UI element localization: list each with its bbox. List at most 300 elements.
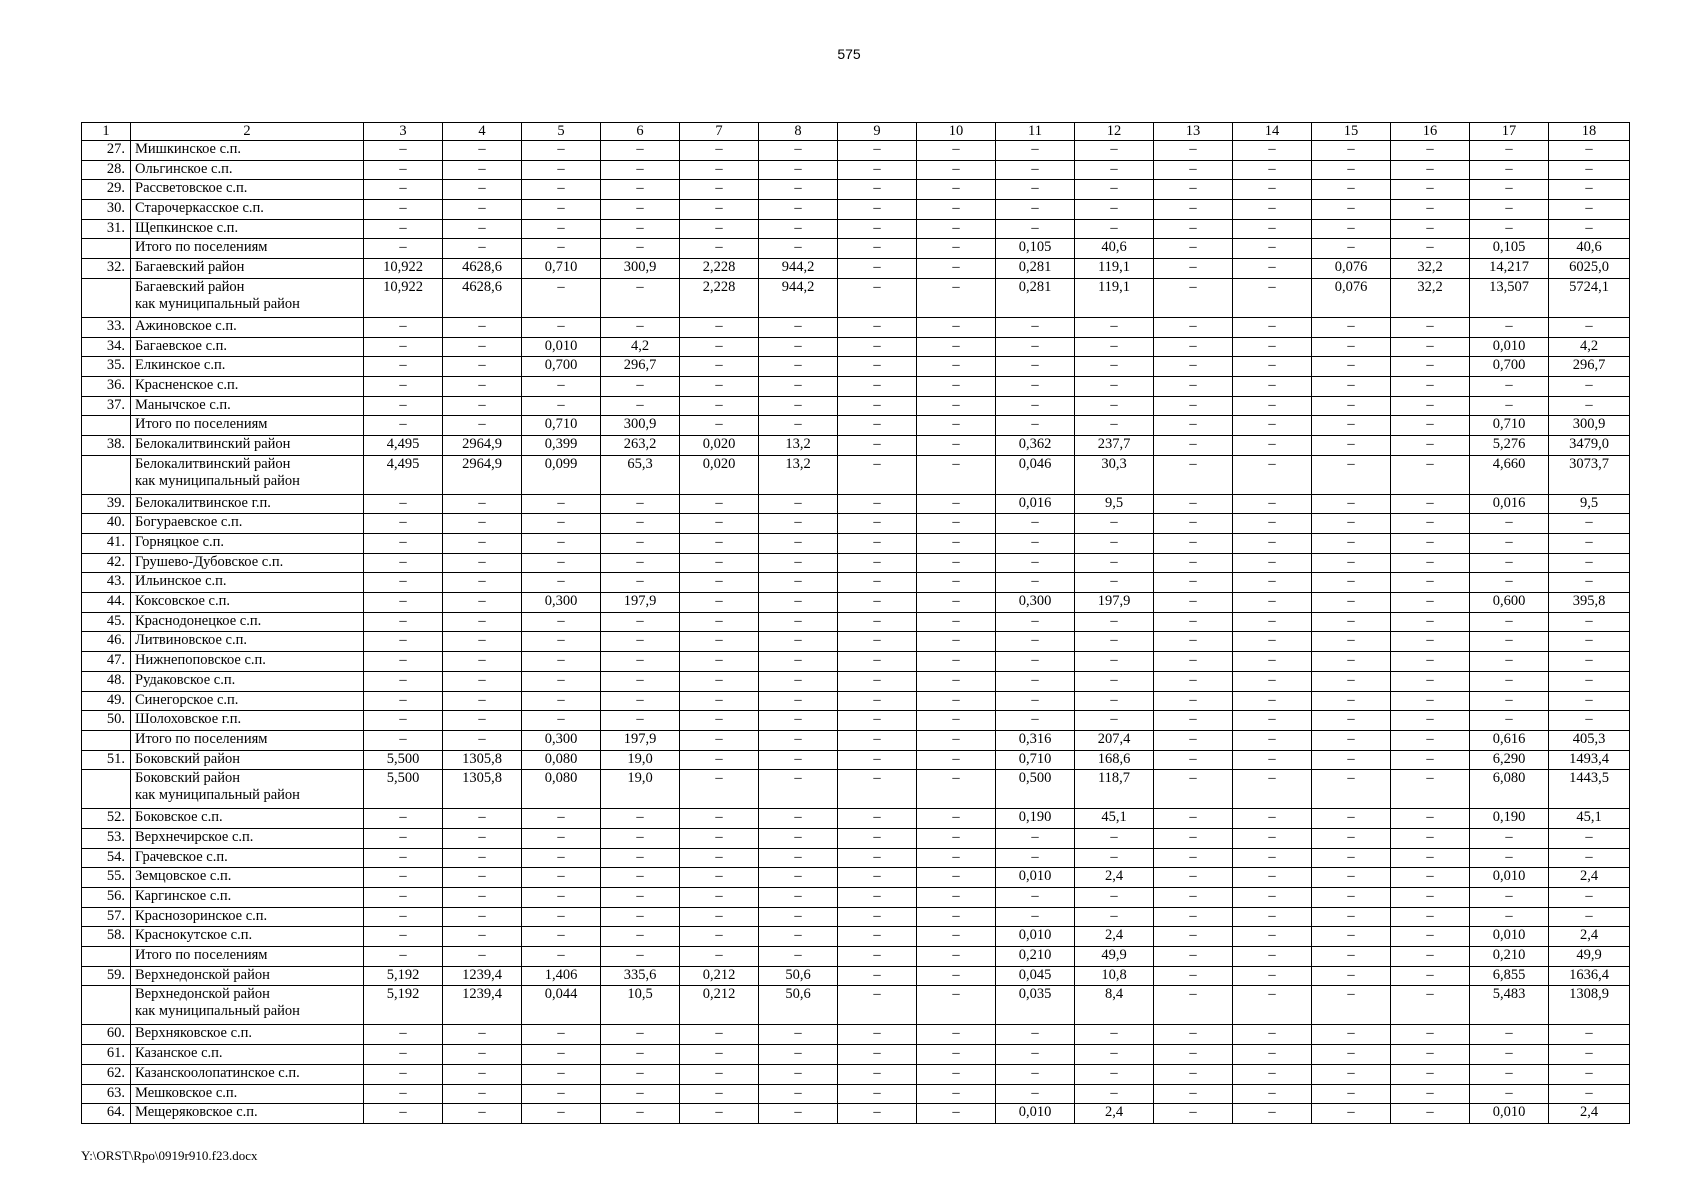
- cell-value: –: [522, 907, 601, 927]
- cell-value: –: [364, 376, 443, 396]
- row-name-line: Верхнедонской район: [135, 986, 270, 1003]
- cell-value: –: [917, 907, 996, 927]
- cell-value: –: [838, 848, 917, 868]
- cell-value: –: [1154, 514, 1233, 534]
- cell-value: –: [1312, 219, 1391, 239]
- cell-value: –: [1470, 671, 1549, 691]
- cell-value: –: [1549, 632, 1630, 652]
- cell-value: 9,5: [1075, 494, 1154, 514]
- cell-value: –: [1233, 809, 1312, 829]
- cell-value: –: [1312, 357, 1391, 377]
- row-name: [131, 180, 364, 200]
- cell-value: –: [996, 200, 1075, 220]
- cell-value: 0,010: [996, 868, 1075, 888]
- cell-value: 0,300: [522, 593, 601, 613]
- table-row: [82, 691, 1630, 711]
- cell-value: –: [838, 553, 917, 573]
- row-name-line: Итого по поселениям: [135, 239, 268, 256]
- row-name: [131, 691, 364, 711]
- row-name: [131, 219, 364, 239]
- column-header: 2: [131, 123, 364, 141]
- column-header: 18: [1549, 123, 1630, 141]
- cell-value: 0,046: [996, 455, 1075, 494]
- cell-value: –: [917, 317, 996, 337]
- cell-value: –: [1391, 888, 1470, 908]
- row-name-line: Казанское с.п.: [135, 1045, 223, 1062]
- cell-value: –: [1233, 671, 1312, 691]
- cell-value: –: [996, 141, 1075, 161]
- cell-value: 335,6: [601, 966, 680, 986]
- cell-value: –: [1312, 828, 1391, 848]
- cell-value: 119,1: [1075, 259, 1154, 279]
- cell-value: 119,1: [1075, 278, 1154, 317]
- cell-value: –: [1154, 416, 1233, 436]
- row-name: [131, 612, 364, 632]
- cell-value: 405,3: [1549, 730, 1630, 750]
- cell-value: –: [601, 632, 680, 652]
- cell-value: –: [1312, 1084, 1391, 1104]
- table-row: [82, 612, 1630, 632]
- cell-value: 1305,8: [443, 750, 522, 770]
- cell-value: 13,2: [759, 455, 838, 494]
- cell-value: –: [1312, 160, 1391, 180]
- cell-value: –: [1312, 317, 1391, 337]
- cell-value: –: [917, 494, 996, 514]
- row-name: [131, 947, 364, 967]
- cell-value: –: [838, 1104, 917, 1124]
- cell-value: –: [759, 809, 838, 829]
- row-number: 27.: [82, 141, 131, 161]
- table-row: [82, 1104, 1630, 1124]
- cell-value: –: [1470, 1045, 1549, 1065]
- cell-value: –: [838, 828, 917, 848]
- cell-value: –: [917, 573, 996, 593]
- row-name: [131, 514, 364, 534]
- row-number: 47.: [82, 652, 131, 672]
- cell-value: –: [601, 927, 680, 947]
- cell-value: 2,228: [680, 259, 759, 279]
- cell-value: –: [1075, 573, 1154, 593]
- cell-value: –: [838, 671, 917, 691]
- cell-value: –: [443, 357, 522, 377]
- cell-value: –: [601, 947, 680, 967]
- table-row: [82, 593, 1630, 613]
- cell-value: –: [680, 573, 759, 593]
- cell-value: –: [522, 141, 601, 161]
- row-name: [131, 868, 364, 888]
- cell-value: –: [1233, 435, 1312, 455]
- cell-value: –: [1154, 1025, 1233, 1045]
- row-name-line: как муниципальный район: [135, 472, 300, 489]
- cell-value: –: [364, 416, 443, 436]
- cell-value: –: [1075, 141, 1154, 161]
- cell-value: –: [680, 1045, 759, 1065]
- cell-value: –: [443, 711, 522, 731]
- cell-value: –: [1391, 200, 1470, 220]
- cell-value: –: [1391, 966, 1470, 986]
- cell-value: –: [1154, 632, 1233, 652]
- cell-value: –: [1233, 966, 1312, 986]
- cell-value: –: [522, 200, 601, 220]
- cell-value: 0,700: [1470, 357, 1549, 377]
- cell-value: –: [364, 357, 443, 377]
- cell-value: –: [601, 907, 680, 927]
- row-number: [82, 239, 131, 259]
- cell-value: –: [1549, 848, 1630, 868]
- cell-value: –: [917, 141, 996, 161]
- cell-value: –: [1312, 809, 1391, 829]
- row-name-line: Верхняковское с.п.: [135, 1025, 253, 1042]
- table-row: [82, 553, 1630, 573]
- cell-value: 0,080: [522, 770, 601, 809]
- cell-value: –: [1470, 180, 1549, 200]
- cell-value: –: [917, 1025, 996, 1045]
- cell-value: –: [601, 1064, 680, 1084]
- cell-value: –: [1075, 180, 1154, 200]
- cell-value: –: [601, 534, 680, 554]
- row-number: 52.: [82, 809, 131, 829]
- cell-value: –: [1233, 986, 1312, 1025]
- cell-value: –: [364, 711, 443, 731]
- cell-value: –: [917, 947, 996, 967]
- cell-value: –: [443, 180, 522, 200]
- table-row: [82, 1045, 1630, 1065]
- cell-value: 19,0: [601, 770, 680, 809]
- cell-value: 0,035: [996, 986, 1075, 1025]
- cell-value: 0,210: [1470, 947, 1549, 967]
- cell-value: –: [601, 1084, 680, 1104]
- cell-value: 2,4: [1075, 927, 1154, 947]
- cell-value: –: [601, 691, 680, 711]
- cell-value: 168,6: [1075, 750, 1154, 770]
- column-header: 15: [1312, 123, 1391, 141]
- cell-value: 237,7: [1075, 435, 1154, 455]
- cell-value: –: [1233, 514, 1312, 534]
- row-number: [82, 455, 131, 494]
- cell-value: –: [996, 828, 1075, 848]
- cell-value: –: [996, 219, 1075, 239]
- cell-value: –: [838, 141, 917, 161]
- cell-value: –: [364, 534, 443, 554]
- cell-value: –: [364, 947, 443, 967]
- cell-value: –: [1312, 632, 1391, 652]
- column-header: 4: [443, 123, 522, 141]
- cell-value: –: [996, 317, 1075, 337]
- cell-value: –: [917, 868, 996, 888]
- row-name-line: Боковский район: [135, 750, 240, 767]
- cell-value: –: [522, 1084, 601, 1104]
- cell-value: –: [1233, 711, 1312, 731]
- cell-value: –: [1154, 770, 1233, 809]
- cell-value: –: [680, 730, 759, 750]
- cell-value: –: [1154, 927, 1233, 947]
- cell-value: –: [1154, 553, 1233, 573]
- cell-value: –: [1470, 888, 1549, 908]
- cell-value: –: [759, 200, 838, 220]
- cell-value: 50,6: [759, 966, 838, 986]
- row-name: [131, 711, 364, 731]
- cell-value: –: [1549, 396, 1630, 416]
- cell-value: –: [996, 416, 1075, 436]
- column-header: 14: [1233, 123, 1312, 141]
- cell-value: –: [1391, 416, 1470, 436]
- cell-value: –: [1391, 1084, 1470, 1104]
- cell-value: –: [680, 160, 759, 180]
- row-number: 56.: [82, 888, 131, 908]
- cell-value: –: [996, 848, 1075, 868]
- cell-value: 45,1: [1549, 809, 1630, 829]
- cell-value: 2,4: [1549, 868, 1630, 888]
- table-row: [82, 652, 1630, 672]
- cell-value: –: [759, 652, 838, 672]
- cell-value: –: [601, 180, 680, 200]
- cell-value: 10,5: [601, 986, 680, 1025]
- cell-value: –: [996, 1025, 1075, 1045]
- cell-value: –: [1470, 573, 1549, 593]
- cell-value: –: [443, 376, 522, 396]
- cell-value: –: [1549, 888, 1630, 908]
- cell-value: –: [917, 553, 996, 573]
- cell-value: –: [601, 317, 680, 337]
- row-number: 58.: [82, 927, 131, 947]
- cell-value: –: [1154, 160, 1233, 180]
- cell-value: –: [759, 160, 838, 180]
- cell-value: –: [996, 396, 1075, 416]
- cell-value: –: [1312, 966, 1391, 986]
- cell-value: –: [917, 848, 996, 868]
- cell-value: –: [680, 494, 759, 514]
- row-name: [131, 494, 364, 514]
- data-table: [81, 122, 1630, 1124]
- cell-value: –: [1549, 317, 1630, 337]
- cell-value: –: [1075, 1064, 1154, 1084]
- row-name-line: Итого по поселениям: [135, 416, 268, 433]
- cell-value: –: [1312, 573, 1391, 593]
- cell-value: 5,192: [364, 986, 443, 1025]
- cell-value: –: [917, 337, 996, 357]
- cell-value: –: [1549, 828, 1630, 848]
- cell-value: –: [759, 750, 838, 770]
- cell-value: –: [1233, 848, 1312, 868]
- cell-value: –: [1391, 396, 1470, 416]
- cell-value: –: [1312, 514, 1391, 534]
- cell-value: –: [996, 632, 1075, 652]
- cell-value: –: [1391, 141, 1470, 161]
- cell-value: 0,010: [522, 337, 601, 357]
- cell-value: –: [1391, 986, 1470, 1025]
- cell-value: –: [1312, 730, 1391, 750]
- cell-value: –: [1233, 160, 1312, 180]
- cell-value: –: [601, 573, 680, 593]
- cell-value: –: [917, 612, 996, 632]
- cell-value: –: [1549, 219, 1630, 239]
- cell-value: 0,399: [522, 435, 601, 455]
- row-name: [131, 455, 364, 494]
- row-number: 62.: [82, 1064, 131, 1084]
- cell-value: –: [1154, 376, 1233, 396]
- cell-value: –: [1233, 770, 1312, 809]
- table-row: [82, 809, 1630, 829]
- cell-value: –: [1391, 376, 1470, 396]
- cell-value: –: [759, 927, 838, 947]
- cell-value: –: [364, 141, 443, 161]
- table-row: [82, 671, 1630, 691]
- column-header: 16: [1391, 123, 1470, 141]
- row-number: [82, 730, 131, 750]
- cell-value: –: [1233, 730, 1312, 750]
- cell-value: –: [443, 1064, 522, 1084]
- cell-value: –: [996, 573, 1075, 593]
- cell-value: –: [601, 396, 680, 416]
- cell-value: –: [1391, 455, 1470, 494]
- cell-value: –: [996, 534, 1075, 554]
- cell-value: –: [1312, 711, 1391, 731]
- row-name-line: Итого по поселениям: [135, 947, 268, 964]
- cell-value: –: [680, 180, 759, 200]
- row-name: [131, 376, 364, 396]
- cell-value: 1443,5: [1549, 770, 1630, 809]
- cell-value: –: [1470, 553, 1549, 573]
- table-row: [82, 376, 1630, 396]
- cell-value: –: [364, 809, 443, 829]
- cell-value: 0,616: [1470, 730, 1549, 750]
- row-number: 46.: [82, 632, 131, 652]
- cell-value: –: [364, 239, 443, 259]
- cell-value: –: [1233, 239, 1312, 259]
- cell-value: –: [364, 219, 443, 239]
- cell-value: 0,710: [1470, 416, 1549, 436]
- cell-value: –: [1233, 357, 1312, 377]
- cell-value: –: [1549, 200, 1630, 220]
- cell-value: –: [1154, 730, 1233, 750]
- cell-value: –: [917, 986, 996, 1025]
- cell-value: –: [522, 553, 601, 573]
- table-row: [82, 357, 1630, 377]
- cell-value: –: [680, 376, 759, 396]
- row-name-line: Ольгинское с.п.: [135, 160, 233, 177]
- cell-value: –: [364, 1025, 443, 1045]
- table-row: [82, 868, 1630, 888]
- cell-value: –: [1312, 200, 1391, 220]
- cell-value: –: [1391, 632, 1470, 652]
- cell-value: –: [680, 907, 759, 927]
- table-row: [82, 632, 1630, 652]
- cell-value: –: [601, 200, 680, 220]
- cell-value: –: [838, 494, 917, 514]
- cell-value: –: [1233, 593, 1312, 613]
- cell-value: –: [838, 1025, 917, 1045]
- cell-value: 2,4: [1549, 927, 1630, 947]
- table-row: [82, 888, 1630, 908]
- cell-value: –: [1391, 848, 1470, 868]
- cell-value: –: [917, 1084, 996, 1104]
- cell-value: –: [1154, 1084, 1233, 1104]
- cell-value: 1636,4: [1549, 966, 1630, 986]
- cell-value: 5,192: [364, 966, 443, 986]
- cell-value: –: [601, 612, 680, 632]
- cell-value: –: [680, 317, 759, 337]
- row-name-line: Старочеркасское с.п.: [135, 200, 264, 217]
- cell-value: –: [1391, 317, 1470, 337]
- cell-value: –: [996, 553, 1075, 573]
- cell-value: –: [1549, 1045, 1630, 1065]
- row-name: [131, 435, 364, 455]
- row-number: [82, 986, 131, 1025]
- cell-value: –: [1154, 180, 1233, 200]
- cell-value: –: [443, 317, 522, 337]
- cell-value: –: [680, 828, 759, 848]
- cell-value: –: [917, 376, 996, 396]
- cell-value: –: [996, 357, 1075, 377]
- cell-value: –: [1391, 494, 1470, 514]
- cell-value: –: [522, 514, 601, 534]
- cell-value: –: [364, 691, 443, 711]
- cell-value: –: [759, 612, 838, 632]
- row-number: 54.: [82, 848, 131, 868]
- cell-value: –: [917, 1064, 996, 1084]
- row-name: [131, 986, 364, 1025]
- cell-value: –: [917, 593, 996, 613]
- cell-value: –: [917, 750, 996, 770]
- cell-value: –: [443, 1025, 522, 1045]
- row-name-line: Белокалитвинский район: [135, 455, 291, 472]
- cell-value: –: [759, 396, 838, 416]
- cell-value: –: [838, 337, 917, 357]
- cell-value: –: [364, 612, 443, 632]
- cell-value: –: [1470, 1025, 1549, 1045]
- cell-value: –: [1154, 888, 1233, 908]
- cell-value: –: [1549, 1064, 1630, 1084]
- cell-value: –: [364, 593, 443, 613]
- cell-value: 0,500: [996, 770, 1075, 809]
- row-number: 28.: [82, 160, 131, 180]
- cell-value: –: [1233, 652, 1312, 672]
- row-number: 32.: [82, 259, 131, 279]
- cell-value: 0,099: [522, 455, 601, 494]
- cell-value: –: [917, 278, 996, 317]
- cell-value: –: [1075, 534, 1154, 554]
- cell-value: 6,855: [1470, 966, 1549, 986]
- cell-value: 0,020: [680, 455, 759, 494]
- cell-value: –: [1233, 632, 1312, 652]
- cell-value: –: [759, 711, 838, 731]
- cell-value: –: [838, 219, 917, 239]
- cell-value: –: [1075, 337, 1154, 357]
- cell-value: –: [522, 219, 601, 239]
- cell-value: –: [443, 416, 522, 436]
- cell-value: –: [1154, 259, 1233, 279]
- row-name: [131, 396, 364, 416]
- cell-value: –: [522, 691, 601, 711]
- cell-value: –: [680, 947, 759, 967]
- cell-value: 0,076: [1312, 259, 1391, 279]
- cell-value: –: [601, 809, 680, 829]
- cell-value: –: [680, 593, 759, 613]
- cell-value: –: [443, 514, 522, 534]
- row-number: 34.: [82, 337, 131, 357]
- cell-value: –: [996, 612, 1075, 632]
- cell-value: 4,2: [1549, 337, 1630, 357]
- cell-value: –: [996, 888, 1075, 908]
- row-number: 42.: [82, 553, 131, 573]
- cell-value: –: [1549, 160, 1630, 180]
- cell-value: –: [1312, 888, 1391, 908]
- cell-value: –: [1312, 691, 1391, 711]
- cell-value: –: [601, 376, 680, 396]
- cell-value: –: [680, 632, 759, 652]
- cell-value: –: [1233, 868, 1312, 888]
- cell-value: –: [443, 691, 522, 711]
